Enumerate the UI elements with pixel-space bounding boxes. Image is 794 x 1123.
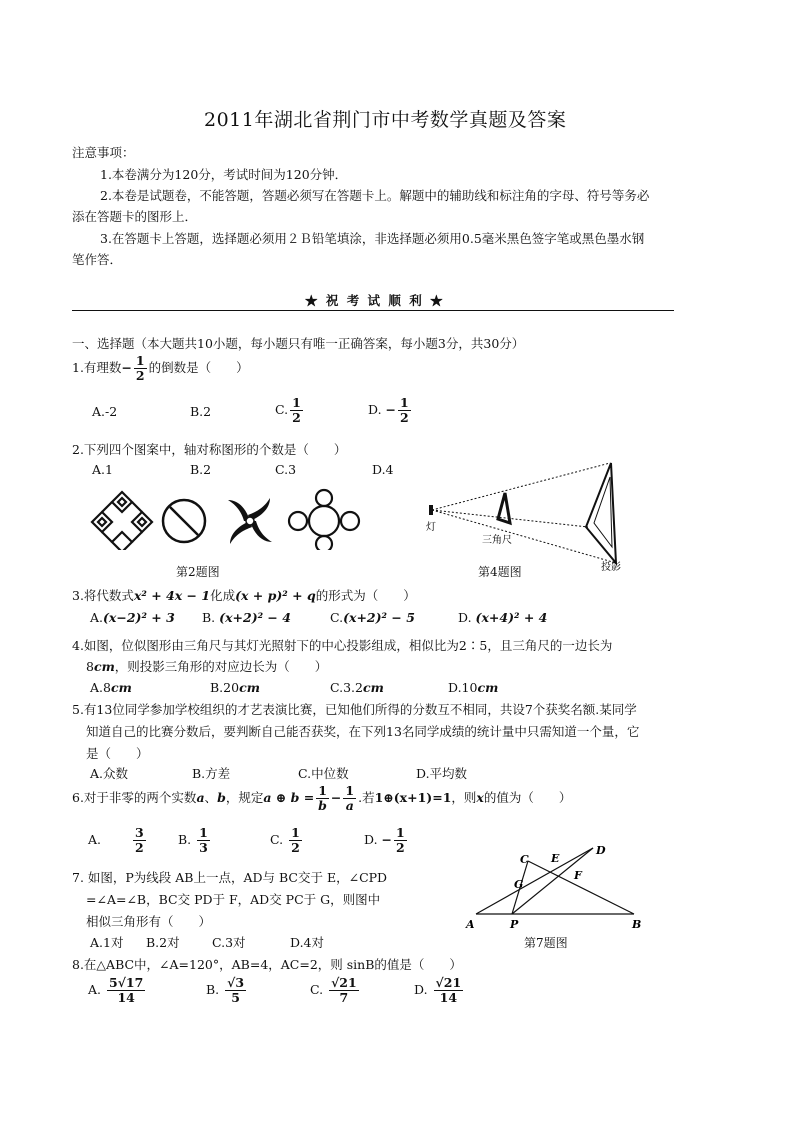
notice-item-3b: 笔作答． <box>72 252 123 267</box>
notice-heading: 注意事项： <box>72 145 135 160</box>
question-4-option-b: B.20cm <box>210 680 260 695</box>
question-8-option-d: D. $\frac{√21}{14}$ <box>414 975 462 1005</box>
pattern-pinwheel <box>228 498 272 544</box>
notice-item-3a: 3.在答题卡上答题，选择题必须用２Ｂ铅笔填涂，非选择题必须用0.5毫米黑色签字笔或黑色墨水钢 <box>100 231 645 246</box>
question-2-option-b: B.2 <box>190 462 212 477</box>
question-2-figure <box>88 488 368 550</box>
question-7-caption: 第7题图 <box>524 936 568 950</box>
question-7-option-d: D.4对 <box>290 935 325 950</box>
point-a-label: A <box>466 918 475 931</box>
question-8-stem: 8.在△ABC中，∠A=120°，AB=4，AC=2，则 sinB的值是（ ） <box>72 957 462 972</box>
question-2-option-a: A.1 <box>92 462 113 477</box>
question-5-option-c: C.中位数 <box>298 766 349 781</box>
ruler-label: 三角尺 <box>482 535 512 546</box>
question-4-option-a: A.8cm <box>90 680 132 695</box>
question-5-option-b: B.方差 <box>192 766 231 781</box>
section-heading: 一、选择题（本大题共10小题，每小题只有唯一正确答案，每小题3分，共30分） <box>72 336 525 351</box>
question-6-option-c: C. $\frac{1}{2}$ <box>270 825 300 855</box>
question-2-caption: 第2题图 <box>176 565 220 579</box>
notice-item-2b: 添在答题卡的图形上． <box>72 209 198 224</box>
question-7-option-c: C.3对 <box>212 935 246 950</box>
question-1-option-c: C. $\frac{1}{2}$ <box>275 395 301 425</box>
question-6-option-b: B. $\frac{1}{3}$ <box>178 825 208 855</box>
notice-item-1: 1.本卷满分为120分，考试时间为120分钟． <box>100 167 348 182</box>
question-5-option-a: A.众数 <box>90 766 129 781</box>
question-2-option-d: D.4 <box>372 462 394 477</box>
question-1-option-d: D. − $\frac{1}{2}$ <box>368 395 409 425</box>
question-3-option-a: A.(x−2)² + 3 <box>90 610 175 625</box>
shadow-label: 投影 <box>601 562 621 573</box>
ruler-triangle <box>498 493 510 523</box>
pattern-no-sign <box>163 500 205 542</box>
question-6-option-a: A. $\frac{3}{2}$ <box>88 825 144 855</box>
question-7-option-b: B.2对 <box>146 935 180 950</box>
question-1-stem: 1.有理数− $\frac{1}{2}$ 的倒数是（ ） <box>72 353 249 383</box>
question-4-figure <box>418 455 633 575</box>
point-g-label: G <box>514 878 524 891</box>
question-3-option-d: D. (x+4)² + 4 <box>458 610 548 625</box>
question-1-option-b: B.2 <box>190 404 212 419</box>
question-4-option-d: D.10cm <box>448 680 499 695</box>
page-title: 2011年湖北省荆门市中考数学真题及答案 <box>204 109 567 131</box>
point-p-label: P <box>510 918 519 931</box>
lamp-label: 灯 <box>426 522 436 533</box>
question-3-stem: 3.将代数式x² + 4x − 1化成(x + p)² + q的形式为（ ） <box>72 588 416 603</box>
question-7-line-2: =∠A=∠B，BC交 PD于 F，AD交 PC于 G，则图中 <box>86 892 381 907</box>
question-5-line-3: 是（ ） <box>86 746 149 761</box>
question-8-option-a: A. $\frac{5√17}{14}$ <box>88 975 144 1005</box>
question-6-stem: 6.对于非零的两个实数a、b，规定a ⊕ b = $\frac{1}{b}$ − $\frac{1}{a}$ .若1⊕(x+1)=1，则x的值为（ ） <box>72 783 572 813</box>
point-f-label: F <box>574 869 582 882</box>
question-1-option-a: A.-2 <box>92 404 118 419</box>
question-5-line-1: 5.有13位同学参加学校组织的才艺表演比赛，已知他们所得的分数互不相同，共设7个获奖名额.某同学 <box>72 702 637 717</box>
point-e-label: E <box>551 852 560 865</box>
pattern-diamonds <box>92 492 152 550</box>
question-3-option-c: C.(x+2)² − 5 <box>330 610 415 625</box>
lamp-icon <box>429 505 433 515</box>
pattern-circles <box>289 490 359 550</box>
question-8-option-c: C. $\frac{√21}{7}$ <box>310 975 357 1005</box>
question-4-caption: 第4题图 <box>478 565 522 579</box>
notice-item-2a: 2.本卷是试题卷，不能答题，答题必须写在答题卡上。解题中的辅助线和标注角的字母、符号等务必 <box>100 188 650 203</box>
question-7-option-a: A.1对 <box>90 935 124 950</box>
point-d-label: D <box>596 844 606 857</box>
question-5-option-d: D.平均数 <box>416 766 468 781</box>
wish-banner: ★ 祝 考 试 顺 利 ★ <box>305 293 445 308</box>
question-8-option-b: B. $\frac{√3}{5}$ <box>206 975 245 1005</box>
question-2-stem: 2.下列四个图案中，轴对称图形的个数是（ ） <box>72 442 347 457</box>
question-2-option-c: C.3 <box>275 462 297 477</box>
question-6-option-d: D. − $\frac{1}{2}$ <box>364 825 405 855</box>
question-4-line-1: 4.如图，位似图形由三角尺与其灯光照射下的中心投影组成，相似比为2∶5，且三角尺的一边长为 <box>72 638 613 653</box>
question-7-line-1: 7. 如图，P为线段 AB上一点，AD与 BC交于 E，∠CPD <box>72 870 388 885</box>
divider-line <box>72 310 674 311</box>
question-4-option-c: C.3.2cm <box>330 680 384 695</box>
point-b-label: B <box>632 918 642 931</box>
question-5-line-2: 知道自己的比赛分数后，要判断自己能否获奖，在下列13名同学成绩的统计量中只需知道一个量，它 <box>86 724 640 739</box>
question-4-line-2: 8cm，则投影三角形的对应边长为（ ） <box>86 659 328 674</box>
question-3-option-b: B. (x+2)² − 4 <box>202 610 291 625</box>
question-7-line-3: 相似三角形有（ ） <box>86 914 212 929</box>
question-7-figure <box>462 838 652 936</box>
point-c-label: C <box>520 853 529 866</box>
